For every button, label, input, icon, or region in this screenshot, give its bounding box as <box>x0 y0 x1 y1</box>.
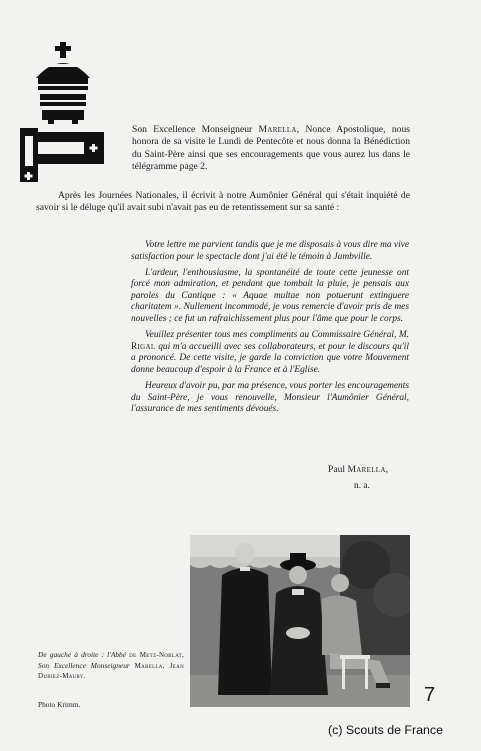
photo-caption <box>38 650 184 682</box>
context-text: Après les Journées Nationales, il écrivit à notre Aumônier Général qui s'était inquiété de savoir si le déluge qu'il avait subi n'avait pas eu de retentissement sur sa santé : <box>36 190 410 214</box>
page-number: 7 <box>424 684 436 706</box>
photograph <box>190 535 410 707</box>
letter-paragraph-3 <box>131 330 409 376</box>
caption-mid: Son Excellence Monseigneur <box>38 660 135 670</box>
signature-name <box>328 464 428 476</box>
caption-name-3: Jean Duriez-Maury. <box>38 661 184 681</box>
letter-paragraph-1: Votre lettre me parvient tandis que je me disposais à vous dire ma vive satisfaction pour le spectacle dont j'ai été le témoin à Jambville. <box>131 240 409 262</box>
papal-emblem-icon <box>14 40 110 186</box>
caption-name-2: Marella, <box>134 661 165 670</box>
intro-paragraph <box>132 124 410 174</box>
caption-lead: De gauche à droite : l'Abbé <box>38 650 130 659</box>
quoted-letter <box>131 240 409 420</box>
intro-prefix: Son Excellence Monseigneur <box>132 124 259 135</box>
letter-p3-name: Rigal <box>131 341 156 352</box>
caption-name-1: de Metz-Noblat, <box>129 651 184 659</box>
letter-p3-before: Veuillez présenter tous mes compliments au Commissaire Général, M. <box>145 330 409 341</box>
signature-last: Marella, <box>347 464 389 475</box>
letter-paragraph-4: Heureux d'avoir pu, par ma présence, vous porter les encouragements du Saint-Père, je vous renouvelle, Monsieur l'Aumônier Général, l'assurance de mes sentiments dévoués. <box>131 381 409 415</box>
signature-first: Paul <box>328 464 348 475</box>
photo-credit: Photo Krimm. <box>38 700 81 709</box>
copyright-watermark: (c) Scouts de France <box>328 723 444 737</box>
intro-name: Marella <box>258 124 297 135</box>
letter-p3-after: qui m'a accueilli avec ses collaborateurs, et pour le discours qu'il a prononcé. De cette visite, je garde la conviction que votre Mouvement donne beaucoup d'espoir à la France et à l'Eglise. <box>131 341 409 375</box>
context-paragraph <box>36 190 410 215</box>
letter-paragraph-2: L'ardeur, l'enthousiasme, la spontanéité de toute cette jeunesse ont forcé mon admiration, et pendant que tombait la pluie, je pensais aux paroles du Cantique : « Aquae multae non potuerunt extinguere charitatem ». Nullement incommodé, je vous remercie d'avoir pris de mes nouvelles ; ce fut un rafraichissement plus pour l'âme que pour le corps. <box>131 267 409 325</box>
signature-title: n. a. <box>354 481 370 491</box>
intro-suffix: , Nonce Apostolique, nous honora de sa visite le Lundi de Pentecôte et nous donna la Bénédiction du Saint-Père ainsi que ses encouragements que vous aurez lus dans le télégramme page 2. <box>132 124 411 173</box>
